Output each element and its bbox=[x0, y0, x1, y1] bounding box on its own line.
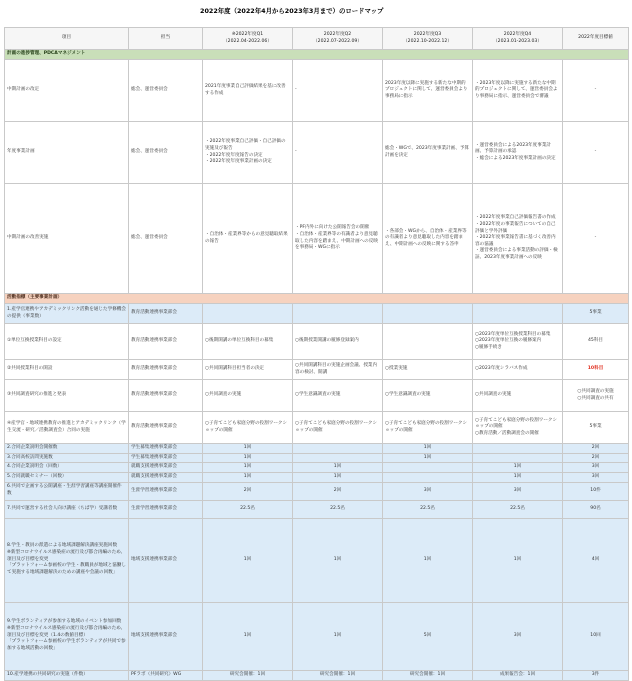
cell-owner[interactable]: 学生募集連携事業部会 bbox=[129, 453, 203, 463]
cell-q1[interactable]: ○共同開講科目担当者の決定 bbox=[203, 360, 293, 380]
cell-item[interactable]: 中期計画の改善実施 bbox=[5, 184, 129, 294]
cell-owner[interactable]: 教育活動連携事業部会 bbox=[129, 380, 203, 412]
cell-q4[interactable]: ○子育てこども家庭分野の役割ワークショップの開催 ○教育活動／活動調査会の開催 bbox=[473, 412, 563, 444]
table-row bbox=[5, 500, 629, 518]
cell-owner[interactable]: 総会、運営委員会 bbox=[129, 184, 203, 294]
cell-owner[interactable]: 総会、運営委員会 bbox=[129, 60, 203, 122]
table-row bbox=[5, 184, 629, 294]
section-2-header bbox=[5, 294, 629, 304]
cell-item[interactable]: 2.合同企業説明会開催数 bbox=[5, 444, 129, 454]
cell-q4[interactable]: ○共同調査の実施 bbox=[473, 380, 563, 412]
cell-q3[interactable]: ○子育てこども家庭分野の役割ワークショップの開催 bbox=[383, 412, 473, 444]
cell-q2[interactable]: 22.5名 bbox=[293, 500, 383, 518]
cell-q3[interactable]: 3回 bbox=[383, 482, 473, 500]
cell-q4[interactable]: ○2023年度シラバス作成 bbox=[473, 360, 563, 380]
cell-owner[interactable]: 学生募集連携事業部会 bbox=[129, 444, 203, 454]
cell-owner[interactable]: PFラボ（共同研究）WG bbox=[129, 670, 203, 680]
table-row bbox=[5, 453, 629, 463]
cell-item[interactable]: ④産学官・地域連携教育の推進とアカデミックリンク（学生交流・研究／活動調査会）合同の実施 bbox=[5, 412, 129, 444]
header-q1-period: （2022.04-2022.06） bbox=[223, 38, 272, 44]
cell-target[interactable]: 45科目 bbox=[563, 324, 629, 360]
cell-item[interactable]: 5.合同就職セミナー（回数） bbox=[5, 472, 129, 482]
header-q2[interactable] bbox=[293, 28, 383, 50]
cell-q4[interactable]: 1回 bbox=[473, 472, 563, 482]
cell-q3[interactable]: 2023年度以降に実施する新たな中期的プロジェクトに関して、運営委員会より事務局に指示 bbox=[383, 60, 473, 122]
cell-q2[interactable]: ○子育てこども家庭分野の役割ワークショップの開催 bbox=[293, 412, 383, 444]
header-q3-period: （2022.10-2022.12） bbox=[403, 38, 452, 44]
cell-target[interactable]: 4回 bbox=[563, 518, 629, 602]
cell-target[interactable]: - bbox=[563, 184, 629, 294]
table-row bbox=[5, 463, 629, 473]
cell-q4[interactable]: ・2022年度事業自己評価報告書の作成 ・2022年度の事業報告についての自己評価と学外評価 ・2022年度事業報告書に基づく改善内容の協議 ・運営委員会による事業活動の評価・検証、2023年度事業計画への反映 bbox=[473, 184, 563, 294]
table-row bbox=[5, 304, 629, 324]
cell-q1[interactable]: 研究会開催：1回 bbox=[203, 670, 293, 680]
cell-q4[interactable]: 1回 bbox=[473, 463, 563, 473]
cell-q1[interactable]: 1回 bbox=[203, 602, 293, 670]
cell-owner[interactable]: 教育活動連携事業部会 bbox=[129, 360, 203, 380]
cell-q2[interactable]: ○学生意識調査の実施 bbox=[293, 380, 383, 412]
cell-owner[interactable]: 生涯学習連携事業部会 bbox=[129, 500, 203, 518]
cell-item[interactable]: 10.産学連携の共同研究の実施（件数） bbox=[5, 670, 129, 680]
cell-item[interactable]: 1.産学官連携やアカデミックリンク活動を通じた学修機会の提供（事業数） bbox=[5, 304, 129, 324]
cell-q2[interactable]: - bbox=[293, 122, 383, 184]
cell-q3[interactable]: ○授業実施 bbox=[383, 360, 473, 380]
cell-q4[interactable]: 成果報告会：1回 bbox=[473, 670, 563, 680]
cell-target[interactable]: 5事業 bbox=[563, 412, 629, 444]
cell-target[interactable]: 2回 bbox=[563, 453, 629, 463]
cell-item[interactable]: 4.合同企業説明会（回数） bbox=[5, 463, 129, 473]
cell-q4[interactable]: 3回 bbox=[473, 602, 563, 670]
cell-target[interactable]: 5事業 bbox=[563, 304, 629, 324]
cell-q1[interactable]: 1回 bbox=[203, 518, 293, 602]
cell-q3[interactable]: 研究会開催：1回 bbox=[383, 670, 473, 680]
cell-target[interactable]: - bbox=[563, 60, 629, 122]
cell-q2[interactable]: 2回 bbox=[293, 482, 383, 500]
cell-q4[interactable]: ○2023年度単位互換授業科目の募集 ○2023年度単位互換の履修案内 ○履修手続き bbox=[473, 324, 563, 360]
cell-target[interactable]: 3回 bbox=[563, 463, 629, 473]
cell-target[interactable]: 90名 bbox=[563, 500, 629, 518]
cell-q3[interactable]: 1回 bbox=[383, 453, 473, 463]
cell-owner[interactable]: 就職支援連携事業部会 bbox=[129, 472, 203, 482]
header-owner[interactable]: 担当 bbox=[129, 28, 203, 50]
table-row bbox=[5, 60, 629, 122]
cell-q3[interactable] bbox=[383, 463, 473, 473]
cell-q1[interactable] bbox=[203, 304, 293, 324]
cell-owner[interactable]: 総会、運営委員会 bbox=[129, 122, 203, 184]
cell-q1[interactable]: 1回 bbox=[203, 453, 293, 463]
cell-q2[interactable]: 研究会開催：1回 bbox=[293, 670, 383, 680]
cell-q3[interactable] bbox=[383, 324, 473, 360]
cell-q2[interactable]: ・PF内外に向けた公開報告会の開催 ・自治体・産業界等の有識者より意見聴取した内容を踏まえ、中期計画への反映を事務局・WGに指示 bbox=[293, 184, 383, 294]
cell-q2[interactable]: - bbox=[293, 60, 383, 122]
cell-target[interactable]: 10科目 bbox=[563, 360, 629, 380]
cell-target[interactable]: ○共同調査の実施 ○共同調査の共有 bbox=[563, 380, 629, 412]
table-row bbox=[5, 482, 629, 500]
table-row bbox=[5, 380, 629, 412]
header-q1[interactable] bbox=[203, 28, 293, 50]
section-1-header bbox=[5, 50, 629, 60]
page-title: 2022年度（2022年4月から2023年3月まで）のロードマップ bbox=[200, 7, 384, 15]
cell-q1[interactable]: ○子育てこども家庭分野の役割ワークショップの開催 bbox=[203, 412, 293, 444]
cell-q1[interactable]: 2021年度事業自己評価結果を基に改善する作成 bbox=[203, 60, 293, 122]
header-target[interactable]: 2022年度目標値 bbox=[563, 28, 629, 50]
section-2-header-cell[interactable]: 活動指標（主要事業計画） bbox=[5, 294, 629, 304]
cell-target[interactable]: 2回 bbox=[563, 444, 629, 454]
header-q4-period: （2023.01-2023.03） bbox=[493, 38, 542, 44]
cell-item[interactable]: 7.共同で運営する社会人向け講座（ちば学）受講者数 bbox=[5, 500, 129, 518]
cell-q1[interactable]: ・自治体・産業界等からの意見聴取結果の報告 bbox=[203, 184, 293, 294]
header-q2-period: （2022.07-2022.09） bbox=[313, 38, 362, 44]
cell-q3[interactable]: ・各部会・WGから、自治体・産業界等の有識者より意見聴取した内容を踏まえ、中期計画への反映に関する答申 bbox=[383, 184, 473, 294]
cell-q2[interactable]: 1回 bbox=[293, 463, 383, 473]
cell-item[interactable]: 9.学生ボランティアが参加する地域のイベント参加回数 ※新型コロナウイルス感染症の流行及び都合再編のため、項目及び目標を変更（1.4の数値目標） 「プラットフォーム参画校の学生ボランティアが共同で参加する地域活動の回数」 bbox=[5, 602, 129, 670]
cell-owner[interactable]: 就職支援連携事業部会 bbox=[129, 463, 203, 473]
header-q4[interactable] bbox=[473, 28, 563, 50]
table-row bbox=[5, 670, 629, 680]
cell-q1[interactable]: 22.5名 bbox=[203, 500, 293, 518]
table-row bbox=[5, 602, 629, 670]
cell-q3[interactable] bbox=[383, 304, 473, 324]
section-1-header-cell[interactable]: 計画の進捗管理、PDCAマネジメント bbox=[5, 50, 629, 60]
cell-owner[interactable]: 生涯学習連携事業部会 bbox=[129, 482, 203, 500]
cell-target[interactable]: 10回 bbox=[563, 602, 629, 670]
cell-q3[interactable]: 1回 bbox=[383, 518, 473, 602]
cell-q4[interactable]: 3回 bbox=[473, 482, 563, 500]
cell-q3[interactable] bbox=[383, 472, 473, 482]
cell-item[interactable]: ②共同授業科目の開設 bbox=[5, 360, 129, 380]
header-q2-label: 2022年度Q2 bbox=[323, 31, 352, 37]
cell-q1[interactable]: ○後期開講の単位互換科目の募集 bbox=[203, 324, 293, 360]
header-q4-label: 2022年度Q4 bbox=[503, 31, 532, 37]
table-row bbox=[5, 360, 629, 380]
table-row bbox=[5, 472, 629, 482]
cell-q1[interactable]: ○共同調査の実施 bbox=[203, 380, 293, 412]
cell-q3[interactable]: 22.5名 bbox=[383, 500, 473, 518]
header-q3[interactable] bbox=[383, 28, 473, 50]
cell-q3[interactable]: ○学生意識調査の実施 bbox=[383, 380, 473, 412]
table-row bbox=[5, 412, 629, 444]
header-row bbox=[5, 28, 629, 50]
cell-item[interactable]: ③共同調査研究の推進と発表 bbox=[5, 380, 129, 412]
roadmap-table bbox=[4, 27, 629, 681]
cell-owner[interactable]: 教育活動連携事業部会 bbox=[129, 324, 203, 360]
cell-item[interactable]: 中期計画の改定 bbox=[5, 60, 129, 122]
table-row bbox=[5, 324, 629, 360]
cell-q4[interactable]: ・運営委員会による2023年度事業計画、予算計画の承認 ・総会による2023年度事業計画の決定 bbox=[473, 122, 563, 184]
cell-owner[interactable]: 教育活動連携事業部会 bbox=[129, 412, 203, 444]
cell-target[interactable]: - bbox=[563, 122, 629, 184]
cell-q2[interactable] bbox=[293, 444, 383, 454]
cell-q1[interactable]: 1回 bbox=[203, 444, 293, 454]
cell-q4[interactable]: 22.5名 bbox=[473, 500, 563, 518]
cell-q3[interactable]: 1回 bbox=[383, 444, 473, 454]
cell-q4[interactable]: 1回 bbox=[473, 518, 563, 602]
table-row bbox=[5, 518, 629, 602]
cell-item[interactable]: 3.合同高校訪問実施数 bbox=[5, 453, 129, 463]
cell-item[interactable]: 6.共同で企画する公開講座・生涯学習講座等講座開催件数 bbox=[5, 482, 129, 500]
cell-item[interactable]: ①単位互換授業科目の設定 bbox=[5, 324, 129, 360]
cell-q2[interactable]: 1回 bbox=[293, 518, 383, 602]
cell-owner[interactable]: 地域支援連携事業部会 bbox=[129, 518, 203, 602]
cell-q4[interactable] bbox=[473, 453, 563, 463]
cell-q4[interactable] bbox=[473, 304, 563, 324]
cell-item[interactable]: 8.学生・教員の派遣による地域課題解決講座実施回数 ※新型コロナウイルス感染症の流行及び都合再編のため、項目及び目標を変更 「プラットフォーム参画校の学生・教職員が地域と協働して実施する地域課題解決のための講座や会議の回数」 bbox=[5, 518, 129, 602]
cell-item[interactable]: 年度事業計画 bbox=[5, 122, 129, 184]
cell-q3[interactable]: 総会・WGで、2023年度事業計画、予算計画を決定 bbox=[383, 122, 473, 184]
cell-q2[interactable]: 1回 bbox=[293, 602, 383, 670]
header-q1-label: ※2022年度Q1 bbox=[231, 31, 264, 37]
cell-q1[interactable]: 1回 bbox=[203, 472, 293, 482]
header-q3-label: 2022年度Q3 bbox=[413, 31, 442, 37]
cell-q2[interactable]: 1回 bbox=[293, 472, 383, 482]
cell-target[interactable]: 3回 bbox=[563, 472, 629, 482]
cell-target[interactable]: 10件 bbox=[563, 482, 629, 500]
header-item[interactable]: 項目 bbox=[5, 28, 129, 50]
cell-q2[interactable]: ○後期授業開講の履修登録案内 bbox=[293, 324, 383, 360]
cell-owner[interactable]: 教育活動連携事業部会 bbox=[129, 304, 203, 324]
cell-q2[interactable] bbox=[293, 453, 383, 463]
cell-q2[interactable]: ○共同開講科目の実施企画会議、授業内容の検討、開講 bbox=[293, 360, 383, 380]
table-row bbox=[5, 122, 629, 184]
cell-q1[interactable]: 2回 bbox=[203, 482, 293, 500]
cell-q1[interactable]: ・2022年度事業自己評価・自己評価の実施及び報告 ・2022年度年度報告の決定 ・2022年度年度事業計画の決定 bbox=[203, 122, 293, 184]
cell-owner[interactable]: 地域支援連携事業部会 bbox=[129, 602, 203, 670]
cell-q4[interactable]: ・2023年度以降に実施する新たな中期的プロジェクトに関して、運営委員会より事務局に指示、運営委員会で審議 bbox=[473, 60, 563, 122]
cell-q2[interactable] bbox=[293, 304, 383, 324]
cell-q1[interactable]: 1回 bbox=[203, 463, 293, 473]
table-row bbox=[5, 444, 629, 454]
cell-q3[interactable]: 5回 bbox=[383, 602, 473, 670]
cell-target[interactable]: 3件 bbox=[563, 670, 629, 680]
cell-q4[interactable] bbox=[473, 444, 563, 454]
